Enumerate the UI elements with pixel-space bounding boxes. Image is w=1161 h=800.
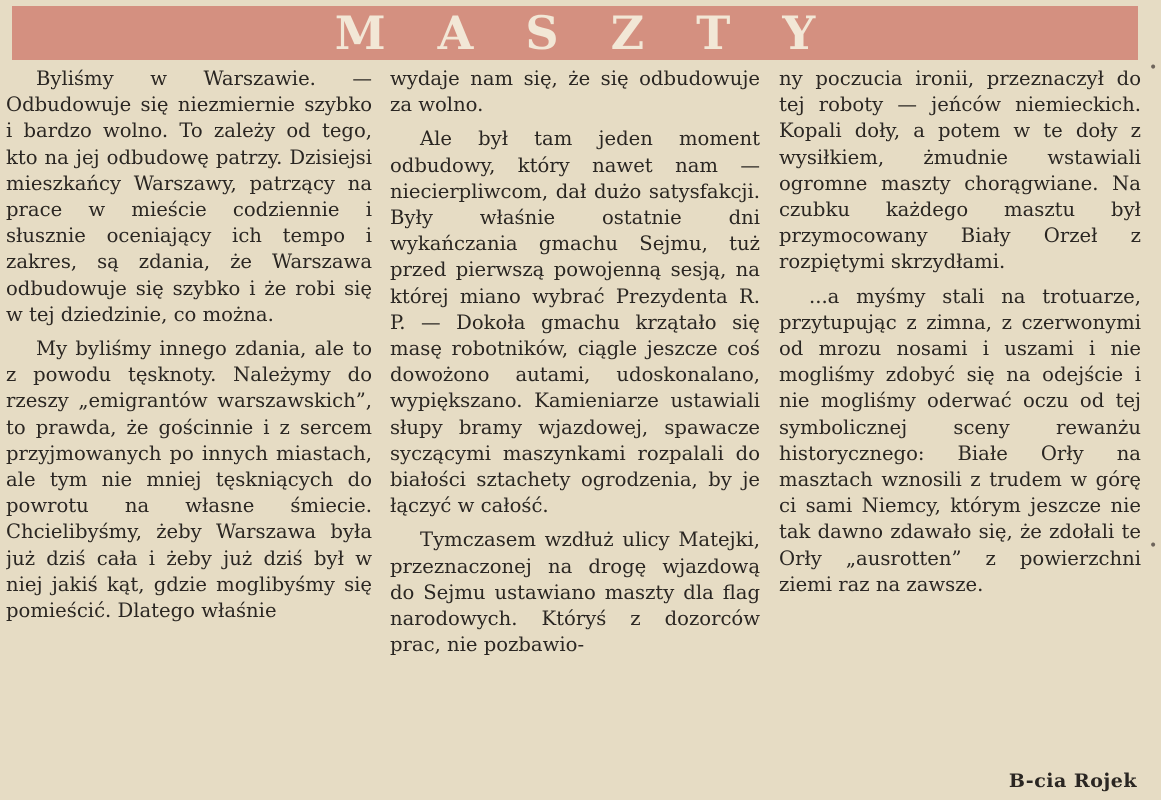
paragraph: ...a myśmy stali na trotuarze, przytupując z zimna, z czerwonymi od mrozu nosami i uszami i nie mogliśmy zdobyć się na odejście i nie mogliśmy oderwać oczu od tej symbolicznej sceny rewanżu historycznego: Białe Orły na masztach wznosili z trudem w górę ci sami Niemcy, którym jeszcze nie tak dawno zdawało się, że zdołali te Orły „ausrotten” z powierzchni ziemi raz na zawsze. xyxy=(779,284,1141,596)
paragraph: My byliśmy innego zdania, ale to z powodu tęsknoty. Należymy do rzeszy „emigrantów warszawskich”, to prawda, że gościnnie i z sercem przyjmowanych po innych miastach, ale tym nie mniej tęskniących do powrotu na własne śmiecie. Chcielibyśmy, żeby Warszawa była już dziś cała i żeby już dziś był w niej jakiś kąt, gdzie moglibyśmy się pomieścić. Dlatego właśnie xyxy=(6,337,372,623)
paragraph: wydaje nam się, że się odbudowuje za wolno. xyxy=(390,67,760,117)
column-2 xyxy=(390,66,760,800)
paragraph: ny poczucia ironii, przeznaczył do tej roboty — jeńców niemieckich. Kopali doły, a potem w te doły z wysiłkiem, żmudnie wstawiali ogromne maszty chorągwiane. Na czubku każdego masztu był przymocowany Biały Orzeł z rozpiętymi skrzydłami. xyxy=(779,67,1141,274)
paragraph: Tymczasem wzdłuż ulicy Matejki, przeznaczonej na drogę wjazdową do Sejmu ustawiano maszty dla flag narodowych. Któryś z dozorców prac, nie pozbawio- xyxy=(390,528,760,657)
title-banner xyxy=(12,6,1138,60)
article-title: MASZTY xyxy=(334,6,868,60)
column-3 xyxy=(779,66,1141,800)
author-signature: B-cia Rojek xyxy=(1008,770,1137,792)
margin-mark: • xyxy=(1149,538,1158,554)
margin-mark: • xyxy=(1149,60,1158,76)
paragraph: Byliśmy w Warszawie. — Odbudowuje się niezmiernie szybko i bardzo wolno. To zależy od tego, kto na jej odbudowę patrzy. Dzisiejsi mieszkańcy Warszawy, patrzący na prace w mieście codziennie i słusznie oceniający ich tempo i zakres, są zdania, że Warszawa odbudowuje się szybko i że robi się w tej dziedzinie, co można. xyxy=(6,67,372,326)
paragraph: Ale był tam jeden moment odbudowy, który nawet nam — niecierpliwcom, dał dużo satysfakcji. Były właśnie ostatnie dni wykańczania gmachu Sejmu, tuż przed pierwszą powojenną sesją, na której miano wybrać Prezydenta R. P. — Dokoła gmachu krzątało się masę robotników, ciągle jeszcze coś dowożono autami, udoskonalano, wypiększano. Kamieniarze ustawiali słupy bramy wjazdowej, spawacze syczącymi maszynkami rozpalali do białości sztachety ogrodzenia, by je łączyć w całość. xyxy=(390,127,760,518)
column-1 xyxy=(6,66,372,800)
